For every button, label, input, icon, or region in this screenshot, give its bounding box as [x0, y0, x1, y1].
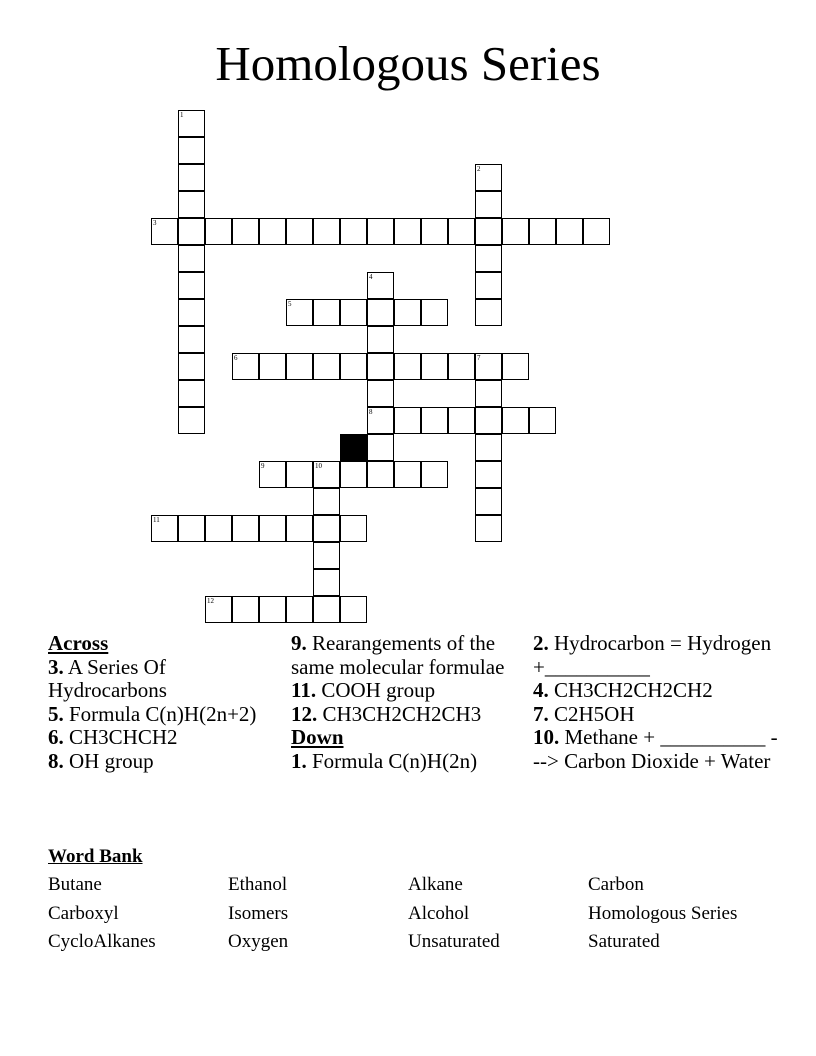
grid-cell[interactable]	[232, 515, 259, 542]
across-clue	[48, 726, 268, 750]
across-clue	[48, 656, 268, 703]
down-clue	[533, 726, 783, 773]
clue-number-label: 11.	[291, 678, 317, 702]
grid-cell[interactable]	[313, 218, 340, 245]
clue-number-label: 1.	[291, 748, 307, 773]
grid-cell[interactable]	[178, 380, 205, 407]
grid-cell[interactable]	[529, 407, 556, 434]
grid-cell[interactable]	[421, 461, 448, 488]
clue-number-label: 7.	[533, 701, 549, 726]
grid-cell[interactable]	[340, 596, 367, 623]
grid-cell[interactable]	[448, 353, 475, 380]
grid-cell[interactable]	[178, 407, 205, 434]
clue-number-label: 4.	[533, 678, 549, 702]
grid-cell[interactable]	[286, 299, 313, 326]
word-bank-word: Isomers	[228, 903, 289, 924]
word-bank-word: Oxygen	[228, 931, 289, 952]
grid-cell[interactable]	[583, 218, 610, 245]
across-clue	[291, 632, 516, 679]
grid-cell[interactable]	[367, 353, 394, 380]
clue-text: COOH group	[316, 678, 436, 702]
grid-cell[interactable]	[448, 218, 475, 245]
down-clue	[533, 703, 783, 727]
grid-cell[interactable]	[394, 299, 421, 326]
grid-cell[interactable]	[421, 407, 448, 434]
grid-cell[interactable]	[556, 218, 583, 245]
grid-cell[interactable]	[286, 515, 313, 542]
grid-cell[interactable]	[178, 110, 205, 137]
grid-cell[interactable]	[475, 272, 502, 299]
grid-cell[interactable]	[232, 353, 259, 380]
grid-cell[interactable]	[178, 299, 205, 326]
clue-number: 2	[477, 165, 481, 173]
across-clue	[291, 703, 516, 727]
grid-cell[interactable]	[286, 596, 313, 623]
clues-column-3	[533, 632, 783, 773]
down-heading: Down	[291, 725, 344, 749]
grid-cell[interactable]	[475, 434, 502, 461]
grid-cell[interactable]	[178, 272, 205, 299]
grid-cell[interactable]	[394, 461, 421, 488]
clue-text: CH3CHCH2	[63, 725, 178, 749]
grid-cell[interactable]	[313, 461, 340, 488]
grid-cell[interactable]	[367, 326, 394, 353]
grid-cell[interactable]	[232, 218, 259, 245]
word-bank-word: Saturated	[588, 931, 660, 952]
grid-cell[interactable]	[475, 407, 502, 434]
clue-number: 12	[207, 597, 214, 605]
clue-number: 6	[234, 354, 238, 362]
grid-cell[interactable]	[313, 488, 340, 515]
grid-cell[interactable]	[340, 299, 367, 326]
grid-cell[interactable]	[475, 461, 502, 488]
grid-cell[interactable]	[178, 191, 205, 218]
page-title: Homologous Series	[215, 36, 601, 91]
down-clue-list	[291, 750, 516, 774]
clue-text: CH3CH2CH2CH3	[317, 701, 482, 726]
grid-cell[interactable]	[178, 326, 205, 353]
grid-cell[interactable]	[421, 299, 448, 326]
grid-cell[interactable]	[475, 191, 502, 218]
grid-cell[interactable]	[502, 407, 529, 434]
grid-cell[interactable]	[178, 515, 205, 542]
grid-cell[interactable]	[475, 164, 502, 191]
grid-cell[interactable]	[367, 218, 394, 245]
across-clue-list-continued	[291, 632, 516, 726]
clue-text: OH group	[63, 748, 154, 773]
clue-number-label: 12.	[291, 701, 318, 726]
word-bank-word: Ethanol	[228, 874, 288, 895]
grid-cell[interactable]	[286, 218, 313, 245]
grid-cell[interactable]	[340, 515, 367, 542]
grid-cell[interactable]	[178, 353, 205, 380]
across-clue	[48, 703, 268, 727]
grid-cell[interactable]	[502, 353, 529, 380]
across-clue	[291, 679, 516, 703]
grid-cell[interactable]	[340, 461, 367, 488]
down-clue	[533, 679, 783, 703]
clue-text: Hydrocarbon = Hydrogen +__________	[533, 631, 772, 679]
grid-cell[interactable]	[313, 299, 340, 326]
grid-cell[interactable]	[205, 218, 232, 245]
grid-cell[interactable]	[259, 461, 286, 488]
black-cell	[340, 434, 367, 461]
grid-cell[interactable]	[394, 407, 421, 434]
grid-cell[interactable]	[259, 353, 286, 380]
grid-cell[interactable]	[421, 218, 448, 245]
grid-cell[interactable]	[448, 407, 475, 434]
across-clue	[48, 750, 268, 774]
grid-cell[interactable]	[205, 596, 232, 623]
clue-number: 7	[477, 354, 481, 362]
grid-cell[interactable]	[529, 218, 556, 245]
grid-cell[interactable]	[151, 218, 178, 245]
clue-text: CH3CH2CH2CH2	[548, 678, 713, 702]
clue-number: 10	[315, 462, 322, 470]
clue-number: 5	[288, 300, 292, 308]
word-bank-title: Word Bank	[48, 846, 143, 867]
grid-cell[interactable]	[367, 380, 394, 407]
grid-cell[interactable]	[367, 272, 394, 299]
grid-cell[interactable]	[340, 218, 367, 245]
clue-text: Rearangements of the same molecular formulae	[291, 631, 505, 679]
clue-text: C2H5OH	[548, 701, 635, 726]
clues-column-2	[291, 632, 516, 773]
grid-cell[interactable]	[340, 353, 367, 380]
grid-cell[interactable]	[232, 596, 259, 623]
grid-cell[interactable]	[259, 515, 286, 542]
clue-number: 8	[369, 408, 373, 416]
grid-cell[interactable]	[475, 515, 502, 542]
grid-cell[interactable]	[205, 515, 232, 542]
clue-text: Formula C(n)H(2n+2)	[63, 701, 257, 726]
clues-column-1	[48, 632, 268, 773]
grid-cell[interactable]	[178, 137, 205, 164]
grid-cell[interactable]	[286, 353, 313, 380]
grid-cell[interactable]	[259, 596, 286, 623]
grid-cell[interactable]	[367, 434, 394, 461]
grid-cell[interactable]	[394, 218, 421, 245]
clue-number: 1	[180, 111, 184, 119]
clue-number: 3	[153, 219, 157, 227]
grid-cell[interactable]	[367, 461, 394, 488]
grid-cell[interactable]	[475, 380, 502, 407]
word-bank-word: Alkane	[408, 874, 463, 895]
across-heading: Across	[48, 631, 109, 655]
word-bank-word: Carbon	[588, 874, 644, 895]
grid-cell[interactable]	[151, 515, 178, 542]
word-bank-word: Butane	[48, 874, 102, 895]
clue-number-label: 3.	[48, 654, 64, 679]
across-clue-list	[48, 656, 268, 774]
clue-number-label: 2.	[533, 631, 549, 655]
clue-text: Formula C(n)H(2n)	[306, 748, 478, 773]
clue-text: Methane + __________ ---> Carbon Dioxide + Water	[533, 725, 778, 773]
grid-cell[interactable]	[367, 299, 394, 326]
grid-cell[interactable]	[313, 353, 340, 380]
grid-cell[interactable]	[178, 218, 205, 245]
word-bank-word: Unsaturated	[408, 931, 500, 952]
grid-cell[interactable]	[313, 569, 340, 596]
clue-number-label: 10.	[533, 725, 560, 749]
word-bank-word: CycloAlkanes	[48, 931, 156, 952]
word-bank-word: Carboxyl	[48, 903, 119, 924]
down-clue	[291, 750, 516, 774]
clue-number-label: 6.	[48, 725, 64, 749]
grid-cell[interactable]	[286, 461, 313, 488]
grid-cell[interactable]	[313, 515, 340, 542]
down-clue-list-continued	[533, 632, 783, 773]
grid-cell[interactable]	[313, 596, 340, 623]
grid-cell[interactable]	[178, 245, 205, 272]
grid-cell[interactable]	[475, 299, 502, 326]
clue-number: 9	[261, 462, 265, 470]
clue-number: 4	[369, 273, 373, 281]
grid-cell[interactable]	[475, 488, 502, 515]
clue-text: A Series Of Hydrocarbons	[48, 654, 167, 702]
grid-cell[interactable]	[394, 353, 421, 380]
clue-number-label: 5.	[48, 701, 64, 726]
down-clue	[533, 632, 783, 679]
word-bank-word: Alcohol	[408, 903, 470, 924]
grid-cell[interactable]	[475, 245, 502, 272]
clue-number-label: 9.	[291, 631, 307, 655]
grid-cell[interactable]	[178, 164, 205, 191]
grid-cell[interactable]	[313, 542, 340, 569]
grid-cell[interactable]	[502, 218, 529, 245]
grid-cell[interactable]	[475, 353, 502, 380]
grid-cell[interactable]	[475, 218, 502, 245]
grid-cell[interactable]	[259, 218, 286, 245]
word-bank-word: Homologous Series	[588, 903, 738, 924]
grid-cell[interactable]	[367, 407, 394, 434]
grid-cell[interactable]	[421, 353, 448, 380]
clue-number-label: 8.	[48, 748, 64, 773]
clue-number: 11	[153, 516, 160, 524]
